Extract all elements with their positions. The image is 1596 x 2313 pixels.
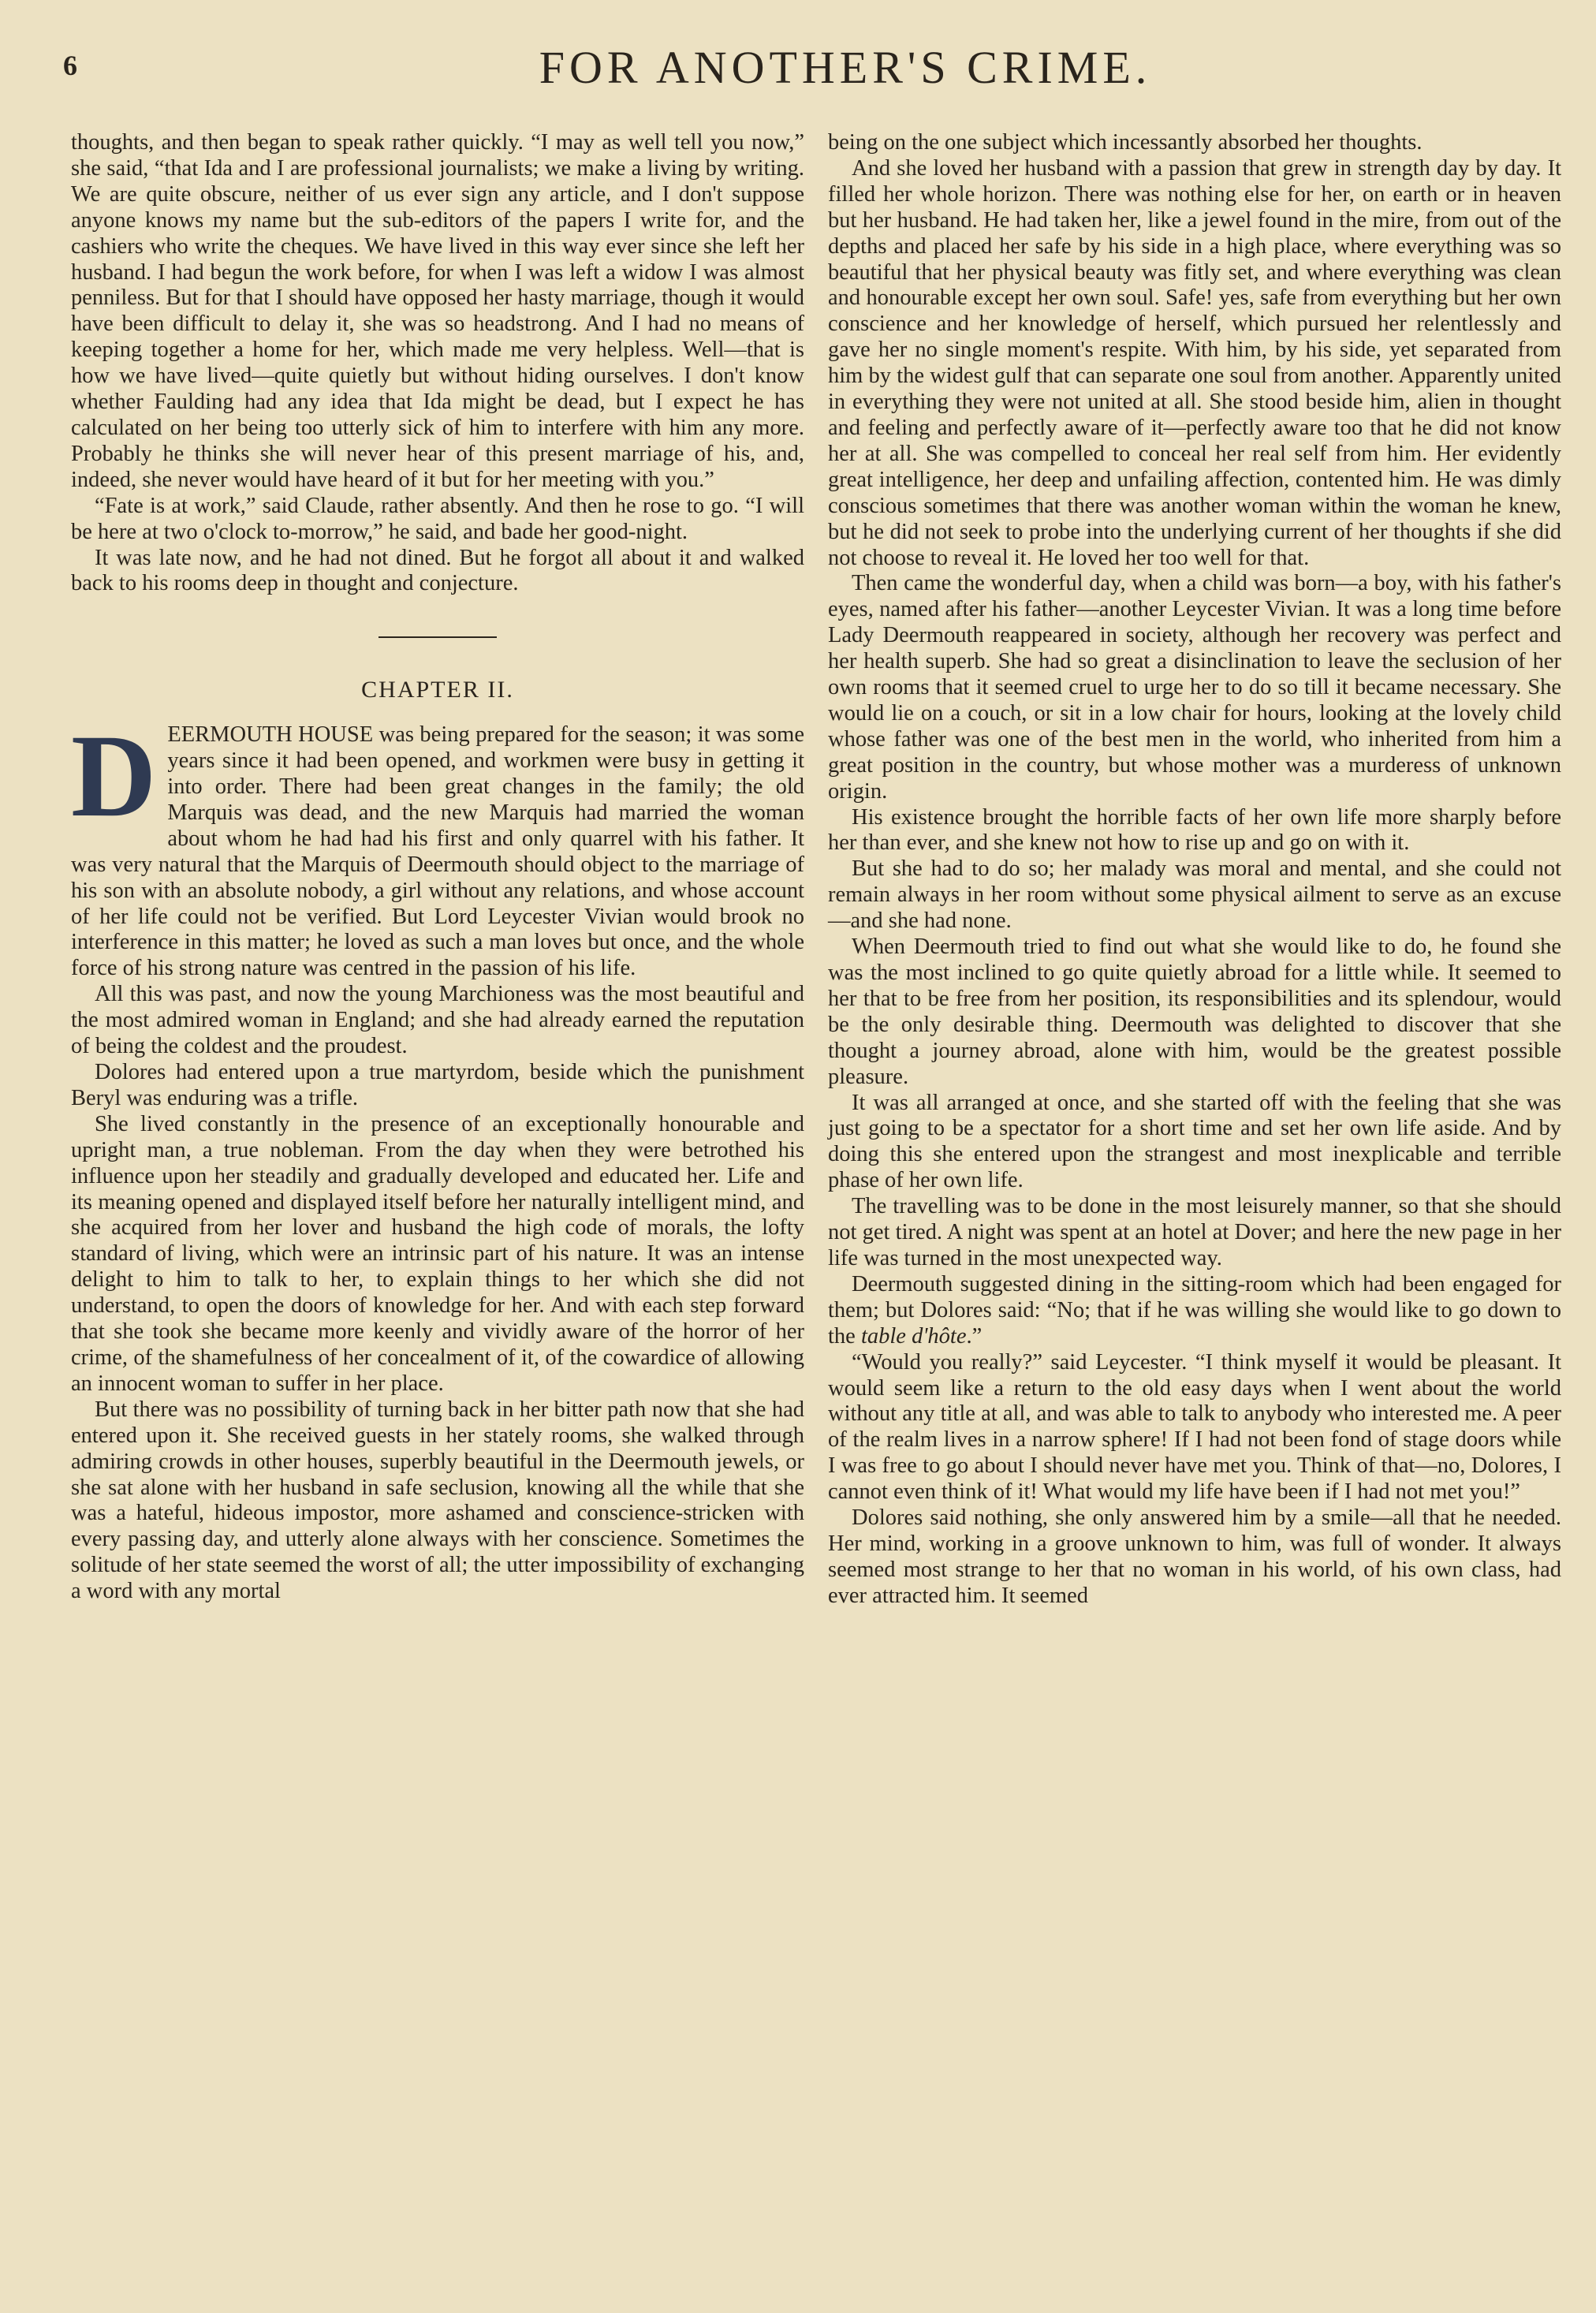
running-title: FOR ANOTHER'S CRIME.: [539, 42, 1152, 93]
chapter-heading: CHAPTER II.: [361, 677, 514, 703]
italic-phrase: table d'hôte: [860, 1323, 967, 1349]
paragraph: “Fate is at work,” said Claude, rather absently. And then he rose to go. “I will be here at two o'clock to-morrow,” he said, and bade her good-night.: [71, 493, 804, 544]
paragraph: It was late now, and he had not dined. But he forgot all about it and walked back to his rooms deep in thought and conjecture.: [71, 545, 804, 596]
drop-cap: D: [71, 711, 157, 842]
paragraph: being on the one subject which incessantly absorbed her thoughts.: [828, 130, 1423, 155]
paragraph: thoughts, and then began to speak rather quickly. “I may as well tell you now,” she said, “that Ida and I are professional journalists; we make a living by writing. We are quite obscure, neither of us ever sign any article, and I don't suppose anyone knows my name but the sub-editors of the papers I write for, and the cashiers who write the cheques. We have lived in this way ever since she left her husband. I had begun the work before, for when I was left a widow I was almost penniless. But for that I should have opposed her hasty marriage, though it would have been difficult to delay it, she was so headstrong. And I had no means of keeping together a home for her, which made me very helpless. Well—that is how we have lived—quite quietly but without hiding ourselves. I don't know whether Faulding had any idea that Ida might be dead, but I expect he has calculated on her being too utterly sick of him to interfere with him any more. Probably he thinks she will never hear of this present marriage of his, and, indeed, she never would have heard of it but for her meeting with you.”: [71, 130, 804, 492]
paragraph: It was all arranged at once, and she started off with the feeling that she was just going to be a spectator for a short time and set her own life aside. And by doing this she entered upon the strangest and most inexplicable and terrible phase of her own life.: [828, 1090, 1561, 1193]
paragraph: The travelling was to be done in the most leisurely manner, so that she should not get tired. A night was spent at an hotel at Dover; and here the new page in her life was turned in the most unexpected way.: [828, 1194, 1561, 1270]
paragraph: Then came the wonderful day, when a child was born—a boy, with his father's eyes, named after his father—another Leycester Vivian. It was a long time before Lady Deermouth reappeared in society, although her recovery was perfect and her health superb. She had so great a disinclination to leave the seclusion of her own rooms that it seemed cruel to urge her to do so till it became necessary. She would lie on a couch, or sit in a low chair for hours, looking at the lovely child whose father was one of the best men in the world, who inherited from him a great position in the country, but whose mother was a murderess of unknown origin.: [828, 571, 1561, 804]
paragraph: When Deermouth tried to find out what she would like to do, he found she was the most inclined to go quite quietly abroad for a little while. It seemed to her that to be free from her position, its responsibilities and its splendour, would be the only desirable thing. Deermouth was delighted to discover that she thought a journey abroad, alone with him, would be the greatest possible pleasure.: [828, 935, 1561, 1089]
paragraph: But there was no possibility of turning back in her bitter path now that she had entered upon it. She received guests in her stately rooms, she walked through admiring crowds in other houses, superbly beautiful in the Deermouth jewels, or she sat alone with her husband in safe seclusion, knowing all the while that she was a hateful, hideous impostor, more ashamed and conscience-stricken with every passing day, and utterly alone always with her conscience. Sometimes the solitude of her state seemed the worst of all; the utter impossibility of exchanging a word with any mortal: [71, 1397, 804, 1604]
paragraph: His existence brought the horrible facts of her own life more sharply before her than ever, and she knew not how to rise up and go on with it.: [828, 804, 1561, 856]
paragraph-text: was being prepared for the season; it was some years since it had been opened, and workmen were busy in getting it into order. There had been great changes in the family; the old Marquis was dead, and the new Marquis had married the woman about whom he had had his first and only quarrel with his father. It was very natural that the Marquis of Deermouth should object to the marriage of his son with an absolute nobody, a girl without any relations, and whose account of her life could not be verified. But Lord Leycester Vivian would brook no interference in this matter; he loved as such a man loves but once, and the whole force of his strong nature was centred in the passion of his life.: [71, 722, 805, 981]
paragraph-text: Deermouth suggested dining in the sitting-room which had been engaged for them; but Dolores said: “No; that if he was willing she would like to go down to the: [828, 1271, 1561, 1349]
left-column: [71, 130, 804, 1605]
right-column: [828, 130, 1561, 1610]
paragraph: And she loved her husband with a passion that grew in strength day by day. It filled her whole horizon. There was nothing else for her, on earth or in heaven but her husband. He had taken her, like a jewel found in the mire, from out of the depths and placed her safe by his side in a high place, where everything was so beautiful that her physical beauty was fitly set, and where everything was clean and honourable except her own soul. Safe! yes, safe from everything but her own conscience and her knowledge of herself, which pursued her relentlessly and gave her no single moment's respite. With him, by his side, yet separated from him by the widest gulf that can separate one soul from another. Apparently united in everything they were not united at all. She stood beside him, alien in thought and feeling and perfectly aware of it—perfectly aware too that he did not know her at all. She was compelled to conceal her real self from him. Her evidently great intelligence, her deep and unfailing affection, contented him. He was dimly conscious sometimes that there was another woman within the woman he knew, but he did not seek to probe into the underlying current of her thoughts if she did not choose to reveal it. He loved her too well for that.: [828, 155, 1561, 570]
chapter-opening-paragraph: [71, 711, 805, 982]
paragraph: All this was past, and now the young Marchioness was the most beautiful and the most admired woman in England; and she had already earned the reputation of being the coldest and the proudest.: [71, 982, 804, 1059]
opening-small-caps: EERMOUTH HOUSE: [167, 722, 374, 748]
paragraph: She lived constantly in the presence of an exceptionally honourable and upright man, a true nobleman. From the day when they were betrothed his influence upon her steadily and gradually developed and educated her. Life and its meaning opened and displayed itself before her naturally intelligent mind, and she acquired from her lover and husband the high code of morals, the lofty standard of living, which were an intrinsic part of his nature. It was an intense delight to him to talk to her, to explain things to her which she did not understand, to open the doors of knowledge for her. And with each step forward that she took she became more keenly and vividly aware of the horror of her crime, of the shamefulness of her concealment of it, of the cowardice of allowing an innocent woman to suffer in her place.: [71, 1111, 804, 1396]
paragraph: But she had to do so; her malady was moral and mental, and she could not remain always in her room without some physical ailment to serve as an excuse—and she had none.: [828, 856, 1561, 934]
section-divider: [378, 636, 497, 638]
paragraph: Dolores said nothing, she only answered him by a smile—all that he needed. Her mind, working in a groove unknown to him, was full of wonder. It always seemed most strange to her that no woman in his world, of his own class, had ever attracted him. It seemed: [828, 1505, 1561, 1608]
paragraph: Dolores had entered upon a true martyrdom, beside which the punishment Beryl was enduring was a trifle.: [71, 1060, 804, 1110]
page-number: 6: [63, 50, 77, 81]
paragraph-text: .”: [966, 1323, 983, 1349]
paragraph: [828, 1272, 1561, 1350]
paragraph: “Would you really?” said Leycester. “I think myself it would be pleasant. It would seem like a return to the old easy days when I went about the world without any title at all, and was able to talk to anybody who interested me. A peer of the realm lives in a narrow sphere! If I had not been fond of stage doors while I was free to go about I should never have met you. Think of that—no, Dolores, I cannot even think of it! What would my life have been if I had not met you!”: [828, 1349, 1561, 1505]
